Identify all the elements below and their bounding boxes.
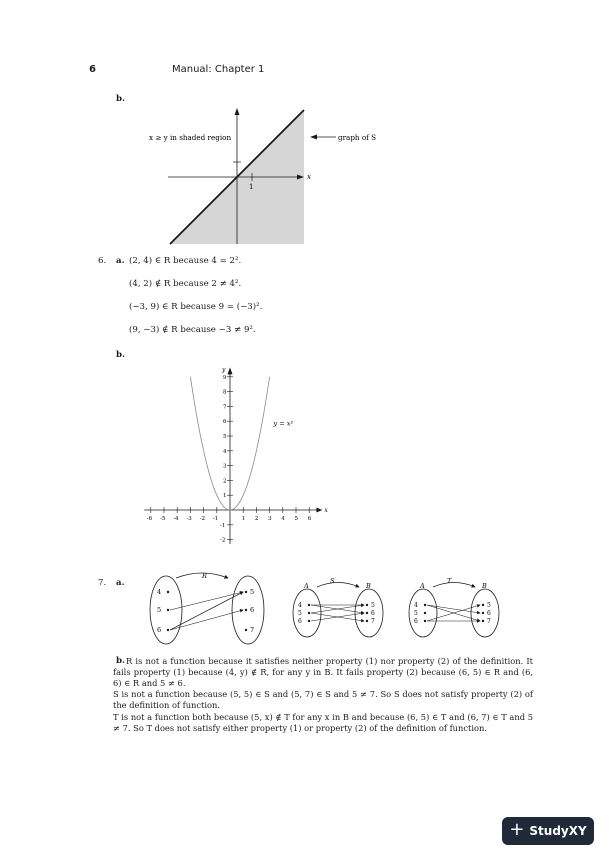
x-tick-label: -6: [146, 516, 153, 522]
domain-dot: [167, 629, 169, 631]
studyxy-watermark: [502, 817, 594, 845]
domain-element: 6: [414, 618, 418, 625]
codomain-element: 5: [487, 602, 491, 609]
y-tick-label: -1: [220, 522, 226, 529]
codomain-element: 6: [371, 610, 375, 617]
codomain-dot: [245, 629, 247, 631]
explanation-s: S is not a function because (5, 5) ∈ S and (5, 7) ∈ S and 5 ≠ 7. So S does not satisfy property (2) of the definition of function.: [113, 689, 533, 710]
x-tick-label: -4: [173, 516, 179, 522]
relation-arc: [317, 583, 359, 588]
domain-element: 6: [298, 618, 302, 625]
x-axis-label: x: [307, 173, 311, 181]
x-axis-label: x: [324, 507, 328, 514]
domain-element: 4: [157, 588, 162, 596]
set-a-label: A: [420, 582, 425, 590]
codomain-element: 7: [371, 618, 375, 625]
relation-label: S: [330, 577, 335, 585]
codomain-element: 6: [250, 606, 255, 614]
x-tick-label: -5: [160, 516, 166, 522]
codomain-dot: [482, 604, 484, 606]
codomain-element: 6: [487, 610, 491, 617]
codomain-dot: [366, 604, 368, 606]
domain-element: 5: [157, 606, 162, 614]
relation-arc: [433, 583, 475, 588]
x-tick-label: 5: [294, 516, 298, 522]
domain-dot: [308, 604, 310, 606]
x-tick-label: 1: [241, 516, 246, 522]
x-tick-label: 4: [281, 516, 285, 522]
y-tick-label: 1: [223, 493, 227, 500]
set-b-label: B: [366, 582, 371, 590]
y-tick-label: -2: [220, 537, 226, 544]
domain-dot: [308, 612, 310, 614]
y-tick-label: 9: [223, 374, 227, 381]
codomain-element: 7: [487, 618, 491, 625]
watermark-text: StudyXY: [529, 824, 587, 838]
domain-dot: [167, 609, 169, 611]
x-axis-arrow: [316, 508, 322, 513]
y-axis-arrow: [228, 367, 233, 374]
domain-element: 4: [414, 602, 418, 609]
domain-dot: [167, 591, 169, 593]
y-axis-arrow: [235, 108, 240, 115]
set-b-label: B: [482, 582, 487, 590]
arrow-diagrams: [140, 570, 510, 650]
domain-element: 4: [298, 602, 302, 609]
ex6-line-2: (4, 2) ∉ R because 2 ≠ 4².: [129, 279, 242, 289]
ex6-part-b: b.: [116, 350, 126, 360]
set-a-label: A: [304, 582, 309, 590]
plus-icon: +: [509, 819, 525, 840]
page-number: 6: [89, 64, 96, 75]
page-header-title: Manual: Chapter 1: [172, 64, 265, 75]
codomain-oval: [232, 576, 264, 644]
codomain-dot: [245, 591, 247, 593]
graph-of-s-label: graph of S: [338, 133, 377, 142]
x-tick-label: 2: [254, 516, 259, 522]
domain-element: 5: [414, 610, 418, 617]
x-tick-label: 6: [307, 516, 312, 522]
curve-label: y = x²: [273, 419, 294, 428]
x-tick-label: -2: [199, 516, 205, 522]
y-tick-label: 7: [223, 404, 227, 411]
graph-pointer-arrow: [310, 135, 317, 140]
ex6-number: 6.: [98, 256, 107, 266]
domain-dot: [424, 620, 426, 622]
ex5b-label: b.: [116, 94, 126, 104]
domain-dot: [308, 620, 310, 622]
parabola-chart: [130, 356, 340, 546]
y-tick-label: 8: [223, 389, 227, 396]
y-tick-label: 2: [223, 478, 227, 485]
codomain-dot: [366, 612, 368, 614]
relation-label: R: [202, 572, 207, 580]
shaded-region-graph: [140, 100, 380, 250]
x-tick-label: 3: [268, 516, 272, 522]
explanation-t: T is not a function both because (5, x) ∉ T for any x in B and because (6, 5) ∈ T and (6, 7) ∈ T and 5 ≠ 7. So T does not satisfy either property (1) or property (2) of the definition of function.: [113, 712, 533, 733]
y-tick-label: 6: [223, 419, 227, 426]
codomain-dot: [482, 620, 484, 622]
codomain-dot: [245, 609, 247, 611]
codomain-dot: [482, 612, 484, 614]
ex6-line-1: (2, 4) ∈ R because 4 = 2².: [129, 256, 242, 266]
y-tick-label: 5: [223, 434, 227, 440]
domain-element: 5: [298, 610, 302, 617]
domain-oval: [150, 576, 182, 644]
tick-label-1: 1: [249, 183, 254, 191]
ex7-part-a: a.: [116, 578, 125, 588]
ex6-line-4: (9, −3) ∉ R because −3 ≠ 9².: [129, 325, 256, 335]
relation-arrow: [427, 605, 480, 613]
domain-element: 6: [157, 626, 162, 634]
codomain-oval: [471, 589, 499, 637]
y-tick-label: 3: [223, 463, 227, 470]
y-axis-label: y: [222, 366, 226, 374]
domain-dot: [424, 612, 426, 614]
region-label: x ≥ y in shaded region: [149, 133, 232, 142]
ex6-line-3: (−3, 9) ∈ R because 9 = (−3)².: [129, 302, 263, 312]
relation-label: T: [447, 577, 452, 585]
domain-dot: [424, 604, 426, 606]
codomain-oval: [355, 589, 383, 637]
codomain-element: 5: [250, 588, 255, 596]
x-tick-label: -1: [212, 516, 219, 522]
y-tick-label: 4: [223, 448, 227, 455]
ex6-part-a: a.: [116, 256, 125, 266]
codomain-element: 7: [250, 626, 255, 634]
codomain-element: 5: [371, 602, 375, 609]
codomain-dot: [366, 620, 368, 622]
ex7-part-b: b.: [116, 656, 126, 666]
explanation-r: R is not a function because it satisfies neither property (1) nor property (2) of the definition. It fails property (1) because (4, y) ∉ R, for any y in B. It fails property (2) because (6, 5) ∈ R and (6, 6) ∈ R and 5 ≠ 6.: [113, 656, 533, 688]
x-tick-label: -3: [186, 516, 192, 522]
ex7-number: 7.: [98, 578, 107, 588]
